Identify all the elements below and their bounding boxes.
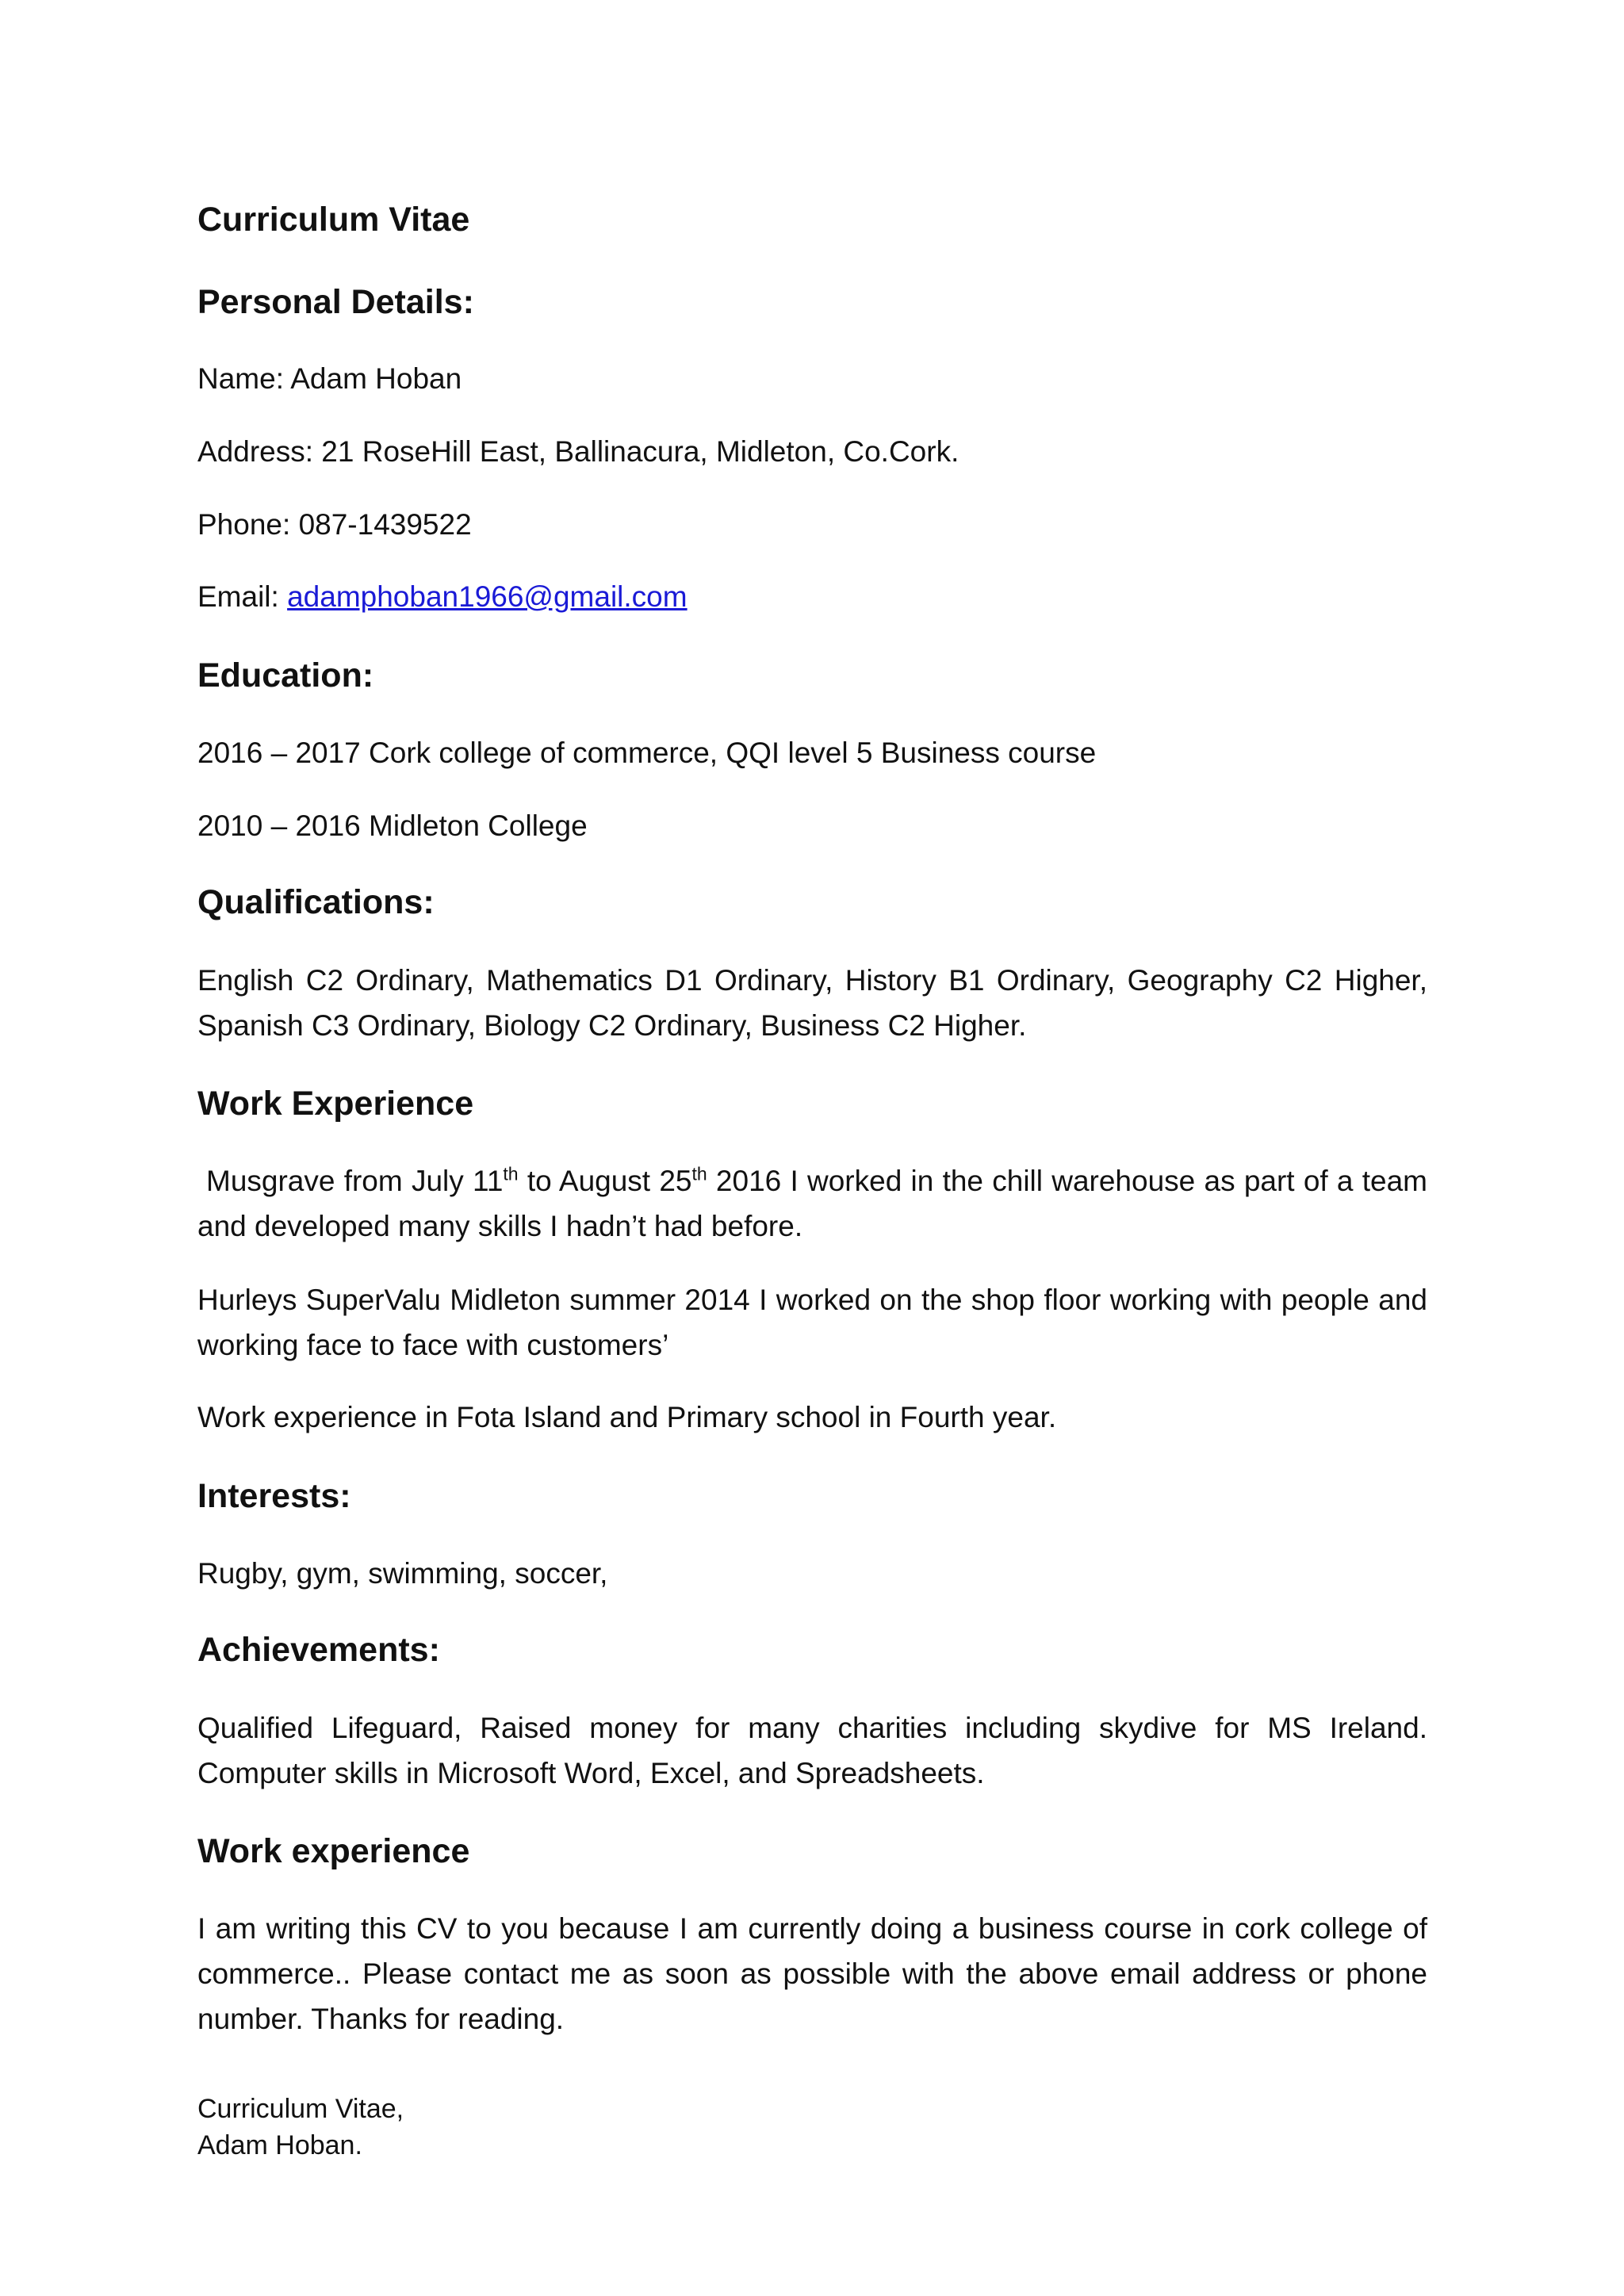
personal-details-heading: Personal Details: — [197, 283, 474, 321]
interests-text: Rugby, gym, swimming, soccer, — [197, 1557, 608, 1590]
phone-line — [197, 507, 472, 543]
qualifications-heading: Qualifications: — [197, 883, 435, 921]
document-title: Curriculum Vitae — [197, 201, 470, 239]
name-value: Adam Hoban — [290, 362, 462, 395]
email-label: Email: — [197, 580, 279, 613]
achievements-heading: Achievements: — [197, 1631, 440, 1669]
name-label: Name: — [197, 362, 284, 395]
email-line — [197, 579, 688, 615]
education-item: 2010 – 2016 Midleton College — [197, 809, 588, 842]
qualifications-text: English C2 Ordinary, Mathematics D1 Ordinary, History B1 Ordinary, Geography C2 Higher, Spanish C3 Ordinary, Biology C2 Ordinary, Business C2 Higher. — [197, 964, 1427, 1042]
address-value: 21 RoseHill East, Ballinacura, Midleton, Co.Cork. — [321, 435, 959, 468]
signoff-line-2: Adam Hoban. — [197, 2130, 362, 2160]
closing-heading: Work experience — [197, 1832, 470, 1870]
work-experience-musgrave: Musgrave from July 11th to August 25th 2016 I worked in the chill warehouse as part of a team and developed many skills I hadn’t had before. — [197, 1163, 1427, 1242]
name-line — [197, 361, 462, 397]
address-line — [197, 434, 959, 470]
phone-label: Phone: — [197, 508, 291, 541]
education-heading: Education: — [197, 656, 374, 695]
work-experience-hurleys: Hurleys SuperValu Midleton summer 2014 I worked on the shop floor working with people and working face to face with customers’ — [197, 1284, 1427, 1361]
email-link[interactable]: adamphoban1966@gmail.com — [287, 580, 688, 613]
education-item: 2016 – 2017 Cork college of commerce, QQI level 5 Business course — [197, 737, 1097, 769]
phone-value: 087-1439522 — [298, 508, 472, 541]
work-experience-heading: Work Experience — [197, 1085, 474, 1123]
achievements-text: Qualified Lifeguard, Raised money for many charities including skydive for MS Ireland. Computer skills in Microsoft Word, Excel, and Spreadsheets. — [197, 1712, 1427, 1789]
signoff-line-1: Curriculum Vitae, — [197, 2094, 404, 2124]
work-experience-fota: Work experience in Fota Island and Primary school in Fourth year. — [197, 1401, 1057, 1433]
interests-heading: Interests: — [197, 1477, 351, 1515]
address-label: Address: — [197, 435, 314, 468]
closing-text: I am writing this CV to you because I am currently doing a business course in cork college of commerce.. Please contact me as soon as possible with the above email address or phone number. Thanks for reading. — [197, 1912, 1427, 2035]
